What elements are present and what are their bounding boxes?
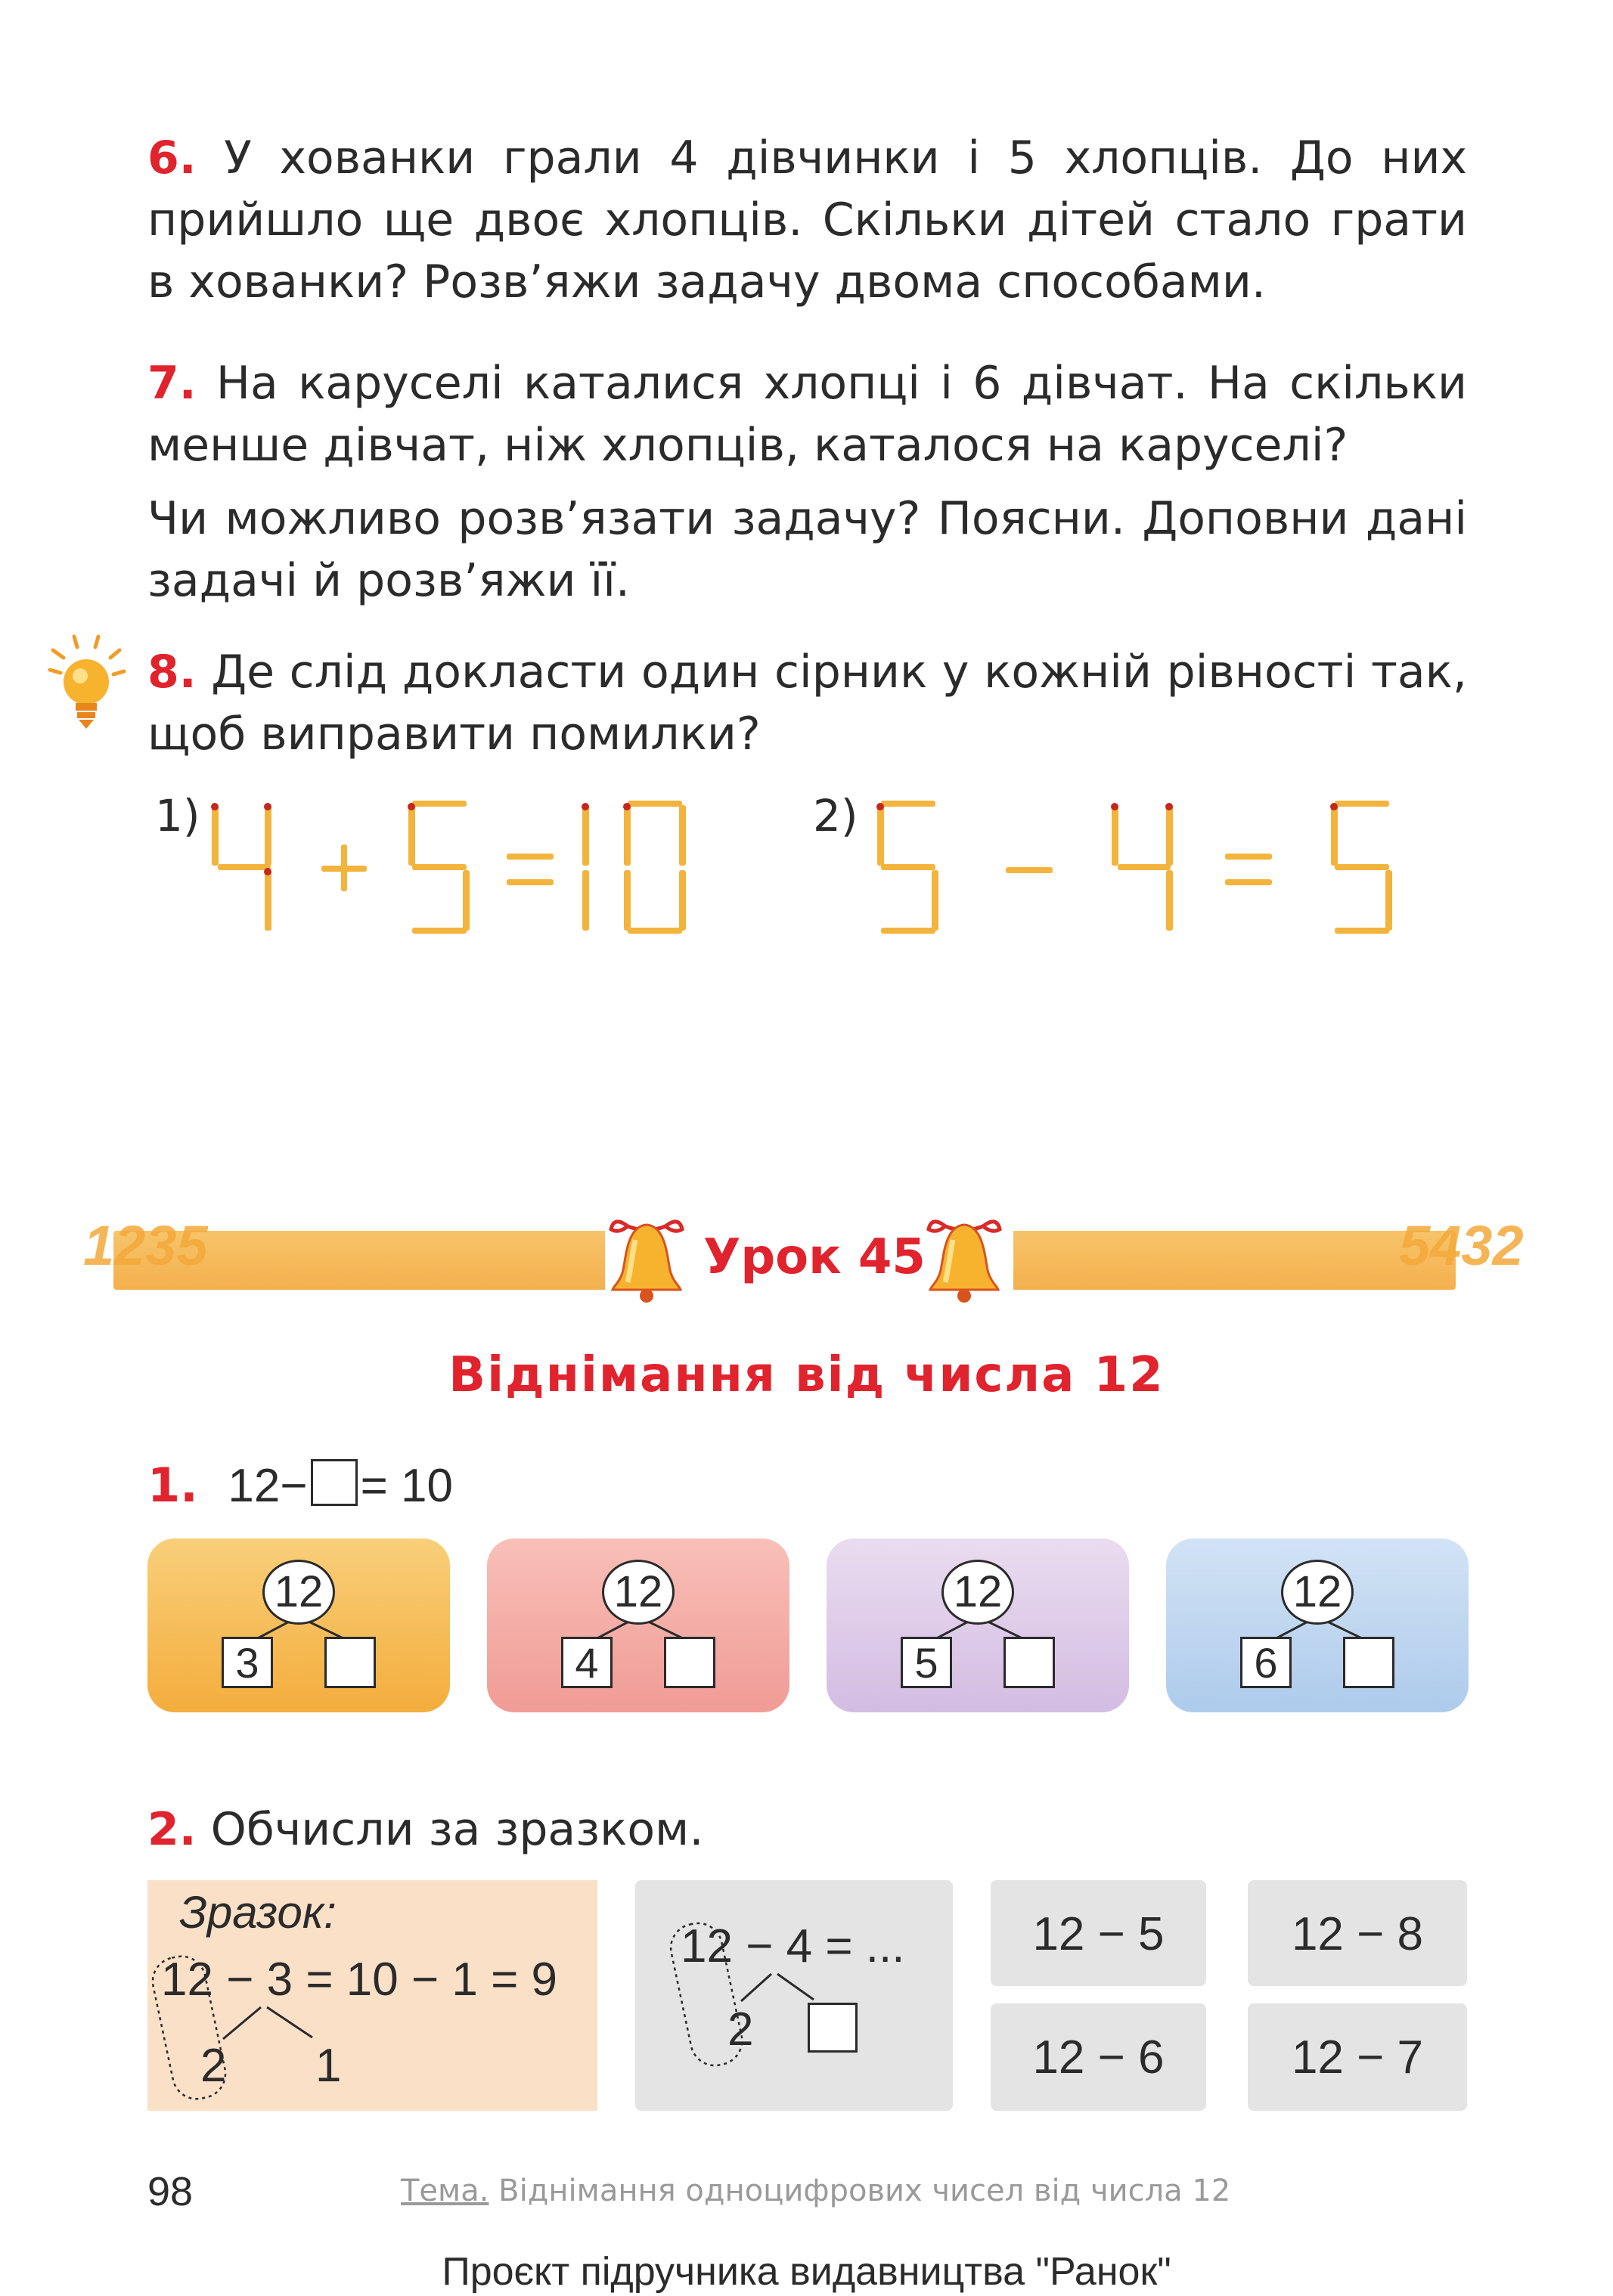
task-split-a: 2	[727, 2003, 754, 2056]
practice-item-text: 12 − 5	[1032, 1908, 1165, 1960]
practice-item	[1248, 1880, 1467, 1986]
task-7-number: 7.	[147, 357, 197, 410]
sample-label-colon: :	[324, 1887, 337, 1938]
exercise-1-header	[147, 1455, 453, 1517]
task-6-number: 6.	[147, 132, 197, 184]
tree-top-number: 12	[1281, 1560, 1354, 1625]
tree-answer-box[interactable]	[1343, 1637, 1394, 1688]
tree-left-number: 3	[222, 1637, 273, 1688]
practice-item	[991, 1880, 1206, 1986]
band-digits-right: 5432	[1399, 1214, 1524, 1277]
task-6-text: У хованки грали 4 дівчинки і 5 хлопців. До них прийшло ще двоє хлопців. Скільки дітей стало грати в хованки? Розв’яжи задачу двома способами.	[147, 132, 1467, 308]
tree-top-number: 12	[262, 1560, 335, 1625]
exercise-1-number: 1.	[147, 1458, 198, 1513]
task-7	[147, 352, 1467, 476]
task-7-text: На каруселі каталися хлопці і 6 дівчат. На скільки менше дівчат, ніж хлопців, каталося на каруселі?	[147, 357, 1467, 472]
number-tree-card-2	[487, 1538, 789, 1712]
footer-project-note: Проєкт підручника видавництва "Ранок"	[442, 2250, 1171, 2294]
sample-split-a: 2	[200, 2040, 227, 2092]
practice-item-text: 12 − 7	[1291, 2031, 1424, 2084]
matchstick-puzzle-1	[204, 798, 779, 941]
bell-icon	[605, 1210, 688, 1308]
tree-answer-box[interactable]	[664, 1637, 715, 1688]
tree-top-number: 12	[602, 1560, 675, 1625]
task-equation: 12 − 4 = ...	[681, 1920, 905, 1972]
task-8-text: Де слід докласти один сірник у кожній рівності так, щоб виправити помилки?	[147, 646, 1467, 761]
matchstick-puzzle-2	[870, 798, 1429, 941]
puzzle-1-label: 1)	[155, 790, 200, 841]
exercise-1-eq-right: = 10	[360, 1460, 454, 1512]
task-7-question: Чи можливо розв’язати задачу? Поясни. Доповни дані задачі й розв’яжи її.	[147, 492, 1467, 607]
tree-left-number: 6	[1240, 1637, 1292, 1688]
footer-topic-text: Віднімання одноцифрових чисел від числа 12	[498, 2174, 1231, 2208]
sample-equation: 12 − 3 = 10 − 1 = 9	[161, 1954, 558, 2006]
band-digits-left: 1235	[83, 1214, 208, 1277]
task-6	[147, 127, 1467, 313]
number-tree-card-1	[147, 1538, 450, 1712]
exercise-1-eq-op: −	[280, 1460, 308, 1512]
tree-left-number: 5	[901, 1637, 952, 1688]
tree-left-number: 4	[561, 1637, 613, 1688]
footer-topic	[401, 2174, 1230, 2208]
tree-answer-box[interactable]	[1003, 1637, 1055, 1688]
puzzle-2-label: 2)	[813, 790, 858, 841]
number-tree-card-3	[827, 1538, 1129, 1712]
practice-item-text: 12 − 6	[1032, 2031, 1165, 2084]
tree-top-number: 12	[941, 1560, 1014, 1625]
lesson-title: Урок 45	[703, 1229, 926, 1285]
sample-label-text: Зразок	[179, 1887, 324, 1938]
exercise-1-blank-box[interactable]	[311, 1459, 358, 1506]
tree-answer-box[interactable]	[324, 1637, 376, 1688]
lightbulb-icon	[44, 634, 135, 739]
sample-box	[147, 1880, 597, 2111]
number-tree-card-4	[1166, 1538, 1469, 1712]
bell-icon	[923, 1210, 1006, 1308]
task-decomposition	[635, 1880, 953, 2111]
task-8	[147, 641, 1467, 765]
footer-topic-label: Тема.	[401, 2174, 489, 2208]
lesson-subtitle: Віднімання від числа 12	[448, 1347, 1165, 1403]
exercise-2-number: 2.	[147, 1803, 197, 1856]
exercise-2-text: Обчисли за зразком.	[210, 1803, 704, 1856]
task-answer-box[interactable]	[808, 2003, 858, 2053]
task-box	[635, 1880, 953, 2111]
task-8-number: 8.	[147, 646, 197, 699]
practice-item-text: 12 − 8	[1291, 1908, 1424, 1960]
page-number: 98	[147, 2169, 194, 2214]
practice-item	[1248, 2003, 1467, 2111]
exercise-1-eq-left: 12	[228, 1460, 281, 1512]
sample-split-b: 1	[315, 2040, 342, 2092]
practice-item	[991, 2003, 1206, 2111]
exercise-2-header	[147, 1799, 703, 1860]
